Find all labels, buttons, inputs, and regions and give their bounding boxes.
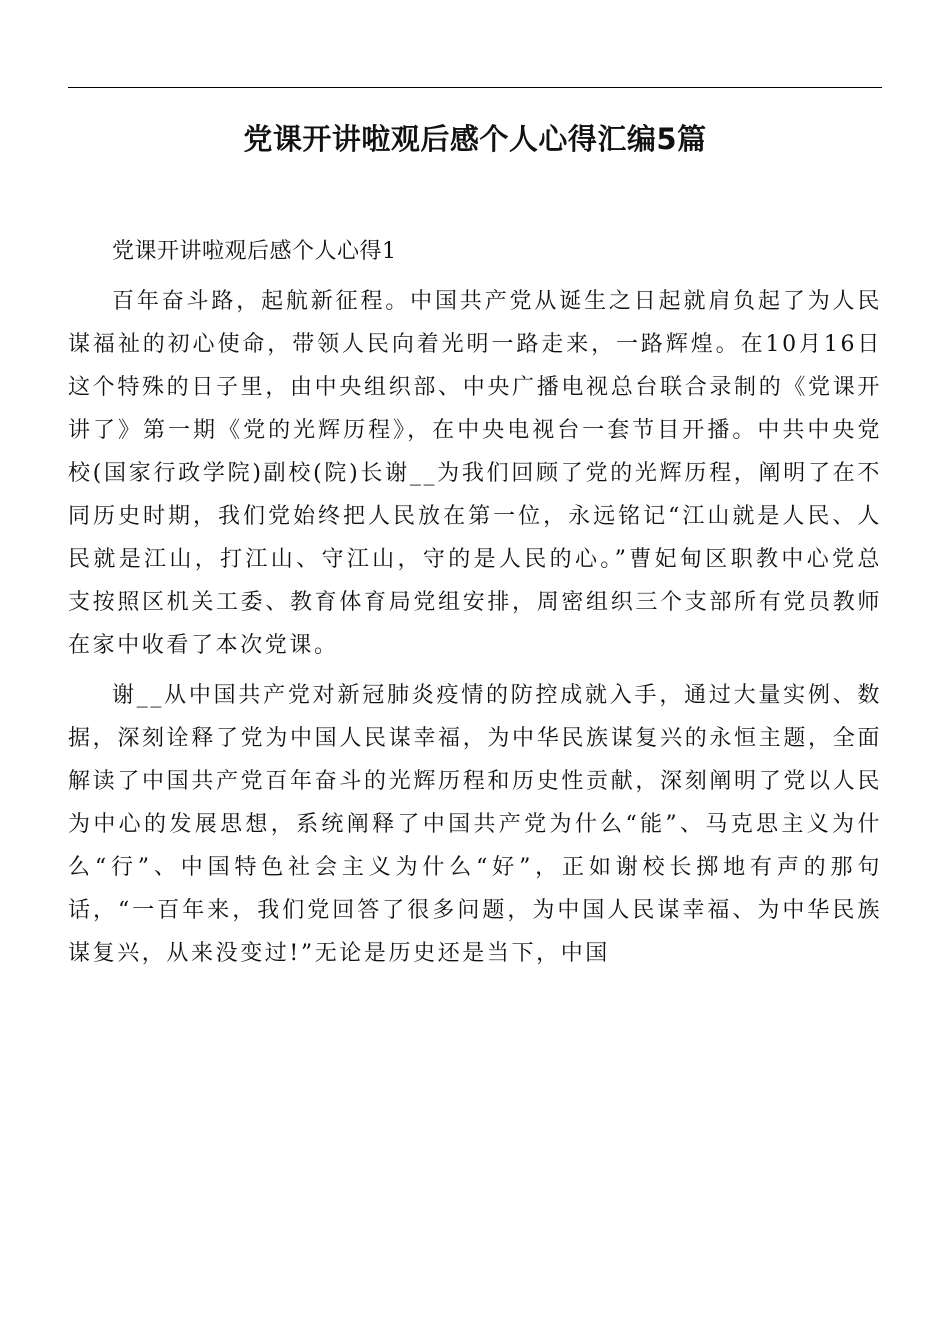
header-rule xyxy=(68,87,882,88)
document-body xyxy=(68,230,882,982)
body-paragraph-2: 谢__从中国共产党对新冠肺炎疫情的防控成就入手，通过大量实例、数据，深刻诠释了党为中国人民谋幸福，为中华民族谋复兴的永恒主题，全面解读了中国共产党百年奋斗的光辉历程和历史性贡献，深刻阐明了党以人民为中心的发展思想，系统阐释了中国共产党为什么“能”、马克思主义为什么“行”、中国特色社会主义为什么“好”，正如谢校长掷地有声的那句话，“一百年来，我们党回答了很多问题，为中国人民谋幸福、为中华民族谋复兴，从来没变过!”无论是历史还是当下，中国 xyxy=(68,683,882,966)
body-paragraph-1: 百年奋斗路，起航新征程。中国共产党从诞生之日起就肩负起了为人民谋福祉的初心使命，带领人民向着光明一路走来，一路辉煌。在10月16日这个特殊的日子里，由中央组织部、中央广播电视总台联合录制的《党课开讲了》第一期《党的光辉历程》，在中央电视台一套节目开播。中共中央党校(国家行政学院)副校(院)长谢__为我们回顾了党的光辉历程，阐明了在不同历史时期，我们党始终把人民放在第一位，永远铭记“江山就是人民、人民就是江山，打江山、守江山，守的是人民的心。”曹妃甸区职教中心党总支按照区机关工委、教育体育局党组安排，周密组织三个支部所有党员教师在家中收看了本次党课。 xyxy=(68,289,882,658)
section-heading: 党课开讲啦观后感个人心得1 xyxy=(112,239,397,264)
document-title: 党课开讲啦观后感个人心得汇编5篇 xyxy=(243,122,707,157)
